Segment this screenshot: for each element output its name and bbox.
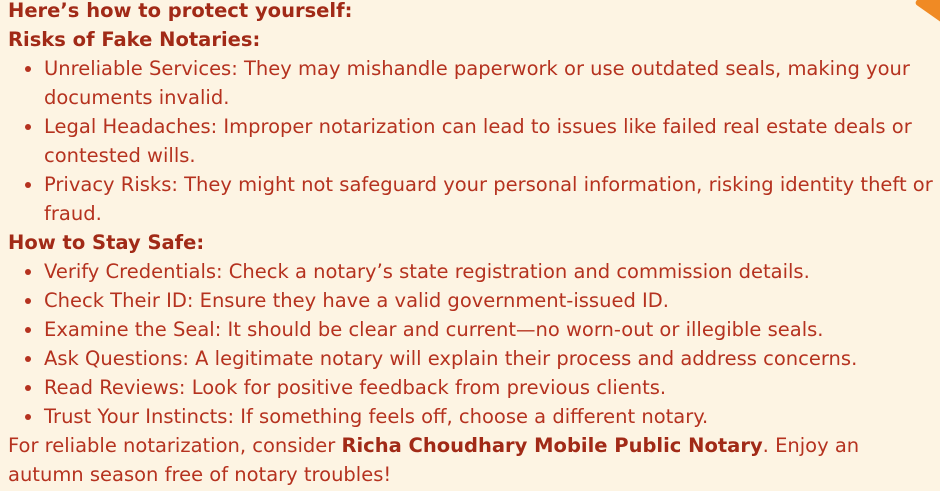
risks-list (8, 54, 933, 228)
safety-list (8, 257, 933, 431)
safety-heading: How to Stay Safe: (8, 231, 205, 254)
list-item: • Legal Headaches: Improper notarization can lead to issues like failed real estate deals or contested wills. (44, 112, 933, 170)
list-item: • Unreliable Services: They may mishandle paperwork or use outdated seals, making your documents invalid. (44, 54, 933, 112)
business-name: Richa Choudhary Mobile Public Notary (341, 434, 763, 457)
risks-heading: Risks of Fake Notaries: (8, 28, 261, 51)
closing-text-before: For reliable notarization, consider (8, 434, 342, 457)
list-item: • Trust Your Instincts: If something feels off, choose a different notary. (44, 402, 933, 431)
list-item: • Verify Credentials: Check a notary’s state registration and commission details. (44, 257, 933, 286)
list-item: • Privacy Risks: They might not safeguard your personal information, risking identity theft or fraud. (44, 170, 933, 228)
list-item: • Check Their ID: Ensure they have a valid government-issued ID. (44, 286, 933, 315)
closing-text-after: . Enjoy an autumn season free of notary troubles! (8, 434, 860, 486)
list-item: • Ask Questions: A legitimate notary will explain their process and address concerns. (44, 344, 933, 373)
list-item: • Examine the Seal: It should be clear and current—no worn-out or illegible seals. (44, 315, 933, 344)
list-item: • Read Reviews: Look for positive feedback from previous clients. (44, 373, 933, 402)
intro-heading: Here’s how to protect yourself: (8, 0, 353, 22)
closing-paragraph (8, 431, 933, 489)
article-body (8, 0, 933, 489)
